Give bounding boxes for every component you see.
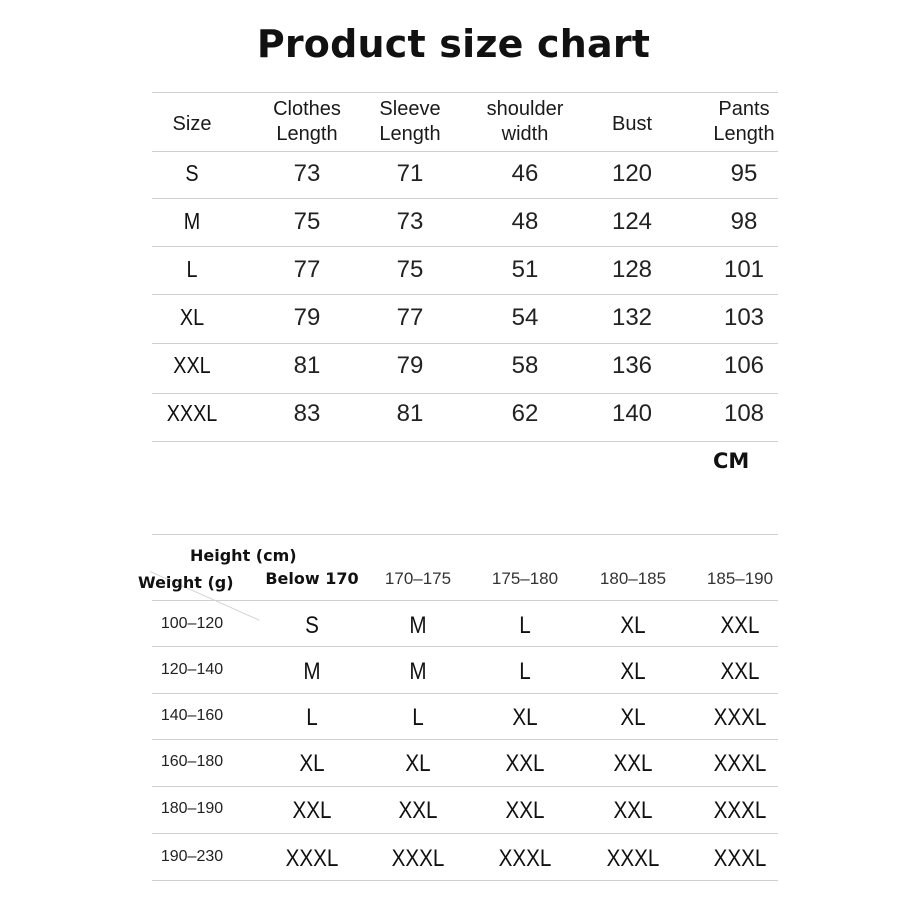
size-table-value-cell: 103	[723, 304, 765, 331]
fit-table-size-cell: XXXL	[713, 704, 767, 731]
fit-table-weight-cell: 190–230	[160, 848, 224, 865]
fit-table-size-cell: XXXL	[391, 845, 445, 872]
fit-table-height-column: 170–175	[384, 569, 452, 588]
size-table-value-cell: 77	[293, 256, 321, 283]
size-table-value-cell: 136	[611, 352, 653, 379]
fit-table-size-cell: XXXL	[498, 845, 552, 872]
size-table-value-cell: 73	[396, 208, 424, 235]
size-table-value-cell: 58	[511, 352, 539, 379]
size-table-rule	[152, 246, 778, 247]
fit-table-size-cell: XL	[620, 612, 646, 639]
fit-table-size-cell: XXL	[292, 797, 332, 824]
fit-table-rule	[152, 880, 778, 881]
size-table-value-cell: 140	[611, 400, 653, 427]
size-table-header-line2: Length	[379, 123, 441, 145]
fit-table-rule	[152, 646, 778, 647]
fit-table-rule	[152, 833, 778, 834]
size-table-rule	[152, 151, 778, 152]
size-table-rule	[152, 393, 778, 394]
size-table-header-line1: Sleeve	[379, 98, 441, 120]
size-table-rule	[152, 294, 778, 295]
fit-table-size-cell: M	[409, 612, 427, 639]
size-table-value-cell: 77	[396, 304, 424, 331]
size-table-value-cell: 75	[293, 208, 321, 235]
size-table-rule	[152, 441, 778, 442]
fit-table-rule	[152, 739, 778, 740]
size-table-value-cell: 128	[611, 256, 653, 283]
size-table-value-cell: 108	[723, 400, 765, 427]
size-table-header-line1: Pants	[718, 98, 770, 120]
fit-table-weight-cell: 180–190	[160, 800, 224, 817]
size-table-value-cell: 79	[396, 352, 424, 379]
size-table-value-cell: 95	[730, 160, 758, 187]
fit-table-height-column: 180–185	[599, 569, 667, 588]
size-table-value-cell: 106	[723, 352, 765, 379]
fit-table-size-cell: L	[519, 612, 531, 639]
fit-table-size-cell: XXL	[613, 750, 653, 777]
size-table-size-cell: M	[183, 208, 201, 234]
size-table-value-cell: 71	[396, 160, 424, 187]
height-axis-label: Height (cm)	[190, 546, 297, 565]
size-table-size-cell: S	[185, 160, 199, 186]
fit-table-size-cell: L	[412, 704, 424, 731]
size-table-value-cell: 73	[293, 160, 321, 187]
size-table-value-cell: 81	[396, 400, 424, 427]
size-table-value-cell: 48	[511, 208, 539, 235]
fit-table-size-cell: XL	[299, 750, 325, 777]
size-table-value-cell: 124	[611, 208, 653, 235]
fit-table-size-cell: XXL	[398, 797, 438, 824]
fit-table-size-cell: XXL	[505, 750, 545, 777]
size-table-value-cell: 62	[511, 400, 539, 427]
weight-axis-label: Weight (g)	[138, 573, 234, 592]
fit-table-size-cell: XXXL	[713, 750, 767, 777]
size-table-value-cell: 46	[511, 160, 539, 187]
fit-table-rule	[152, 693, 778, 694]
fit-table-size-cell: XL	[620, 658, 646, 685]
fit-table-weight-cell: 140–160	[160, 707, 224, 724]
size-table-header-line2: Length	[276, 123, 338, 145]
fit-table-size-cell: XXXL	[713, 845, 767, 872]
fit-table-size-cell: XXL	[720, 658, 760, 685]
fit-table-height-column: 175–180	[491, 569, 559, 588]
size-table-value-cell: 51	[511, 256, 539, 283]
size-table-value-cell: 98	[730, 208, 758, 235]
fit-table-size-cell: XXXL	[606, 845, 660, 872]
size-table-value-cell: 79	[293, 304, 321, 331]
fit-table-size-cell: XL	[620, 704, 646, 731]
size-table-value-cell: 75	[396, 256, 424, 283]
fit-table-size-cell: XXXL	[713, 797, 767, 824]
size-table-size-cell: XL	[179, 304, 205, 330]
fit-table-height-column: 185–190	[706, 569, 774, 588]
fit-table-size-cell: XXL	[505, 797, 545, 824]
fit-table-size-cell: M	[409, 658, 427, 685]
size-table-size-cell: XXXL	[166, 400, 218, 426]
fit-table-height-column: Below 170	[265, 569, 359, 588]
fit-table-size-cell: XL	[512, 704, 538, 731]
fit-table-weight-cell: 120–140	[160, 661, 224, 678]
size-table-rule	[152, 343, 778, 344]
fit-table-size-cell: XXL	[613, 797, 653, 824]
fit-table-size-cell: XL	[405, 750, 431, 777]
fit-table-size-cell: S	[305, 612, 319, 639]
size-table-header-line1: Size	[172, 113, 212, 135]
size-table-value-cell: 132	[611, 304, 653, 331]
size-table-value-cell: 120	[611, 160, 653, 187]
size-table-value-cell: 81	[293, 352, 321, 379]
size-table-header-line2: Length	[713, 123, 775, 145]
fit-table-rule	[152, 600, 778, 601]
size-table-value-cell: 101	[723, 256, 765, 283]
size-table-value-cell: 83	[293, 400, 321, 427]
size-table-header-line1: Clothes	[273, 98, 341, 120]
fit-table-size-cell: XXXL	[285, 845, 339, 872]
fit-table-rule	[152, 786, 778, 787]
size-table-size-cell: L	[186, 256, 198, 282]
fit-table-size-cell: L	[519, 658, 531, 685]
size-table-header-line2: width	[501, 123, 549, 145]
size-table-value-cell: 54	[511, 304, 539, 331]
size-table-rule	[152, 92, 778, 93]
size-table-size-cell: XXL	[173, 352, 211, 378]
fit-table-rule	[152, 534, 778, 535]
fit-table-weight-cell: 160–180	[160, 753, 224, 770]
fit-table-size-cell: M	[303, 658, 321, 685]
size-table-header-line1: Bust	[611, 113, 653, 135]
fit-table-size-cell: XXL	[720, 612, 760, 639]
page-title: Product size chart	[256, 22, 651, 66]
fit-table-size-cell: L	[306, 704, 318, 731]
unit-label: CM	[713, 449, 750, 473]
fit-table-weight-cell: 100–120	[160, 615, 224, 632]
size-table-header-line1: shoulder	[486, 98, 564, 120]
size-table-rule	[152, 198, 778, 199]
